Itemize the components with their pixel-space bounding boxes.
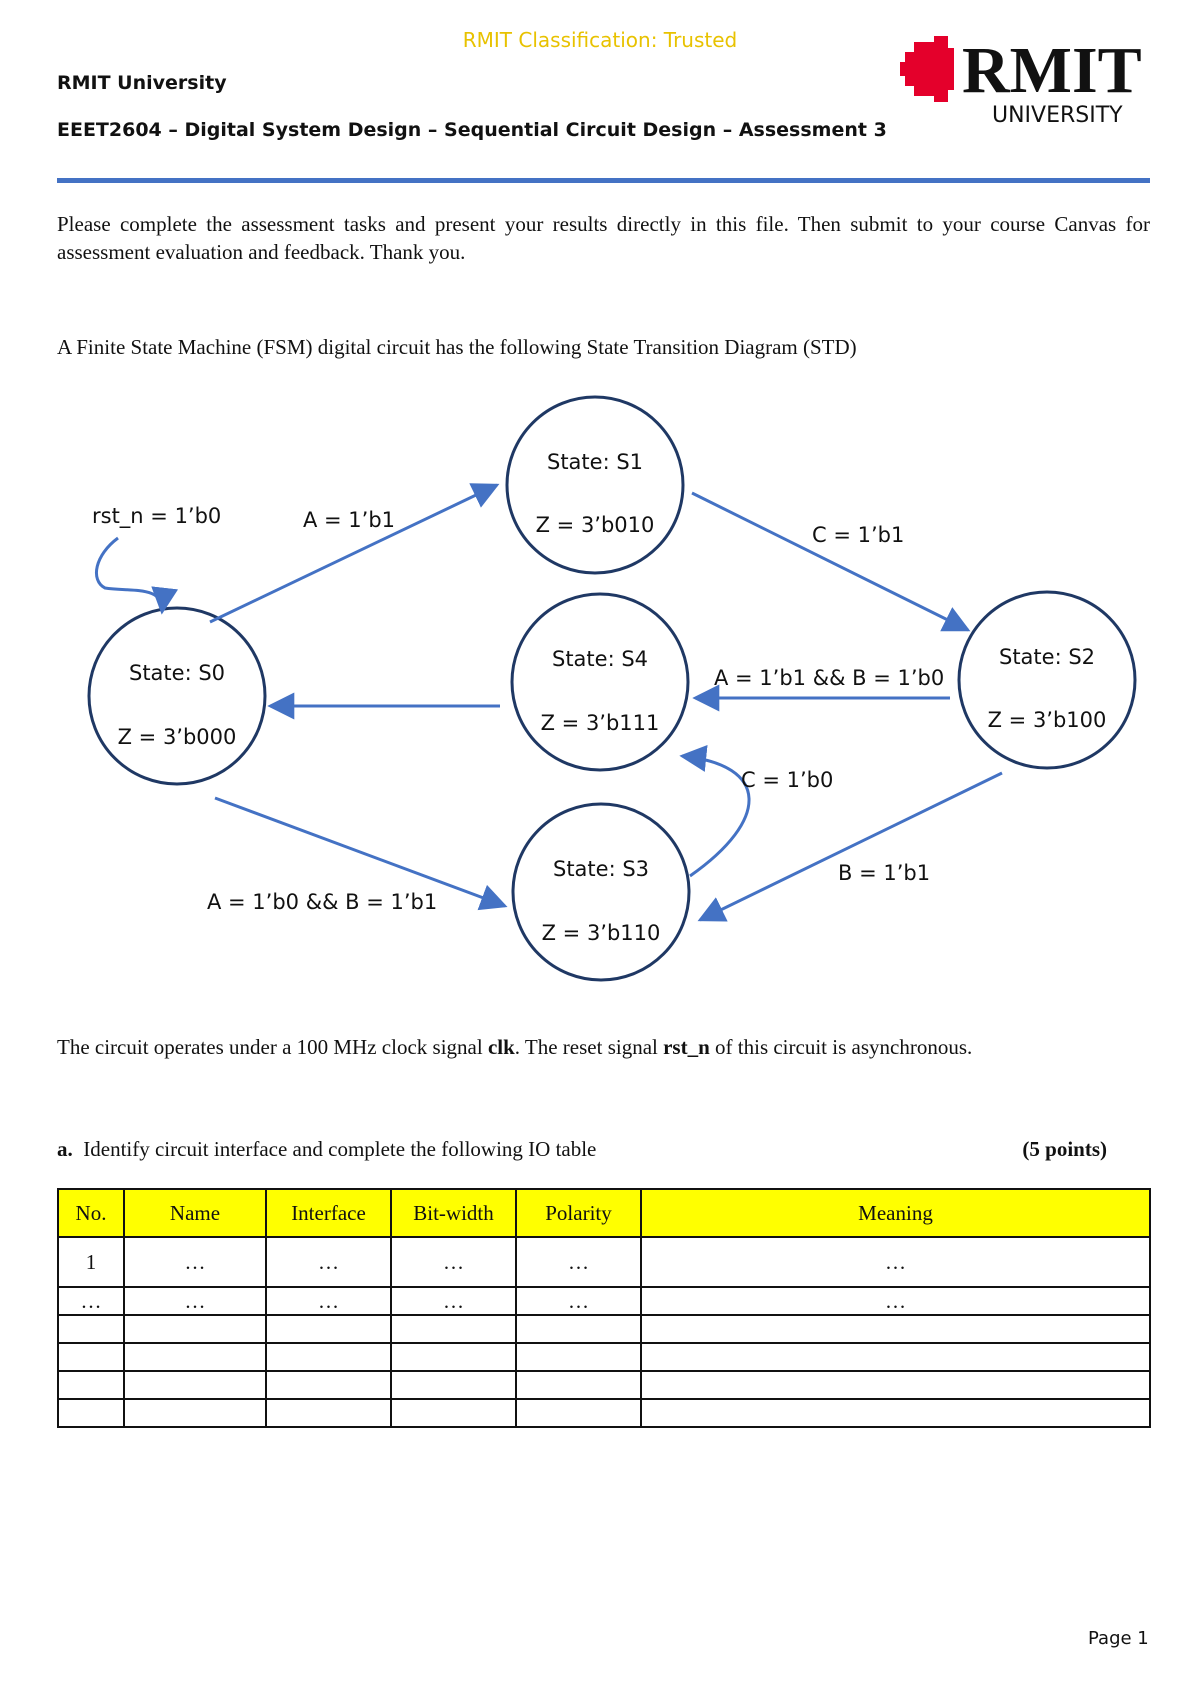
io-table-header-row [58, 1189, 1150, 1237]
table-row [58, 1237, 1150, 1287]
state-s4-name: State: S4 [551, 647, 649, 671]
intro-paragraph: Please complete the assessment tasks and present your results directly in this file. Then submit to your course Canvas for assessment evaluation and feedback. Thank you. [57, 212, 1150, 264]
col-header-bit-width: Bit-width [391, 1189, 516, 1237]
state-s0-output: Z = 3’b000 [117, 725, 237, 749]
table-cell[interactable] [58, 1343, 124, 1371]
table-cell[interactable]: … [266, 1237, 391, 1287]
arrow-s2-s3 [700, 773, 1002, 920]
rst-signal: rst_n [663, 1035, 710, 1059]
table-cell[interactable] [641, 1399, 1150, 1427]
table-cell[interactable] [266, 1315, 391, 1343]
state-s2-name: State: S2 [998, 645, 1096, 669]
operation-text-2: . The reset signal [514, 1035, 664, 1059]
arrow-s1-s2 [692, 493, 968, 630]
table-cell[interactable]: 1 [58, 1237, 124, 1287]
table-cell[interactable] [58, 1371, 124, 1399]
state-transition-diagram [0, 380, 1200, 1010]
table-cell[interactable] [391, 1399, 516, 1427]
label-s3-s4: C = 1’b0 [741, 768, 834, 792]
state-s3 [513, 804, 689, 980]
col-header-polarity: Polarity [516, 1189, 641, 1237]
state-s1 [507, 397, 683, 573]
state-s3-name: State: S3 [552, 857, 650, 881]
label-s0-s3: A = 1’b0 && B = 1’b1 [207, 890, 438, 914]
table-cell[interactable]: … [266, 1287, 391, 1315]
label-s2-s4: A = 1’b1 && B = 1’b0 [714, 666, 945, 690]
state-s1-output: Z = 3’b010 [535, 513, 655, 537]
arrow-s3-s4 [682, 756, 749, 876]
table-row [58, 1399, 1150, 1427]
table-cell[interactable] [266, 1343, 391, 1371]
classification-label: RMIT Classification: Trusted [462, 28, 738, 52]
logo-university-text: UNIVERSITY [992, 103, 1123, 128]
table-cell[interactable] [516, 1399, 641, 1427]
course-title: EEET2604 – Digital System Design – Sequential Circuit Design – Assessment 3 [57, 119, 887, 141]
label-s2-s3: B = 1’b1 [838, 861, 931, 885]
table-cell[interactable] [516, 1343, 641, 1371]
state-s4-output: Z = 3’b111 [540, 711, 660, 735]
table-cell[interactable]: … [516, 1237, 641, 1287]
table-cell[interactable] [124, 1371, 266, 1399]
page-number: Page 1 [1088, 1628, 1149, 1649]
table-row [58, 1343, 1150, 1371]
state-s0-name: State: S0 [128, 661, 226, 685]
header-rule [57, 178, 1150, 183]
col-header-name: Name [124, 1189, 266, 1237]
label-reset: rst_n = 1’b0 [92, 504, 222, 528]
table-cell[interactable]: … [641, 1237, 1150, 1287]
col-header-interface: Interface [266, 1189, 391, 1237]
operation-note [57, 1035, 972, 1060]
table-cell[interactable] [266, 1399, 391, 1427]
university-name: RMIT University [57, 72, 227, 94]
table-row [58, 1287, 1150, 1315]
table-cell[interactable]: … [516, 1287, 641, 1315]
table-row [58, 1315, 1150, 1343]
arrow-s0-s1 [210, 485, 497, 622]
rmit-pixel-mark-icon [900, 36, 954, 102]
table-cell[interactable] [641, 1371, 1150, 1399]
question-a-text: Identify circuit interface and complete the following IO table [83, 1137, 597, 1161]
col-header-no: No. [58, 1189, 124, 1237]
logo-rmit-text: RMIT [962, 34, 1142, 107]
io-table [57, 1188, 1151, 1428]
reset-arrow [96, 538, 162, 612]
clk-signal: clk [487, 1035, 515, 1059]
table-cell[interactable] [58, 1315, 124, 1343]
rmit-logo [900, 34, 1155, 130]
table-cell[interactable] [58, 1399, 124, 1427]
table-cell[interactable] [641, 1343, 1150, 1371]
table-cell[interactable]: … [641, 1287, 1150, 1315]
table-cell[interactable] [124, 1343, 266, 1371]
label-s1-s2: C = 1’b1 [812, 523, 905, 547]
table-cell[interactable] [391, 1315, 516, 1343]
operation-text-1: The circuit operates under a 100 MHz clock signal [57, 1035, 488, 1059]
state-s3-output: Z = 3’b110 [541, 921, 661, 945]
state-s2-output: Z = 3’b100 [987, 708, 1107, 732]
table-cell[interactable]: … [391, 1287, 516, 1315]
table-cell[interactable] [266, 1371, 391, 1399]
table-cell[interactable] [391, 1371, 516, 1399]
state-s4 [512, 594, 688, 770]
fsm-intro: A Finite State Machine (FSM) digital circuit has the following State Transition Diagram (STD) [57, 335, 857, 359]
question-a-letter: a. [57, 1137, 73, 1161]
question-a [57, 1137, 1107, 1162]
table-cell[interactable] [516, 1315, 641, 1343]
table-cell[interactable]: … [391, 1237, 516, 1287]
table-cell[interactable] [641, 1315, 1150, 1343]
table-cell[interactable] [124, 1315, 266, 1343]
table-cell[interactable]: … [124, 1287, 266, 1315]
operation-text-3: of this circuit is asynchronous. [709, 1035, 973, 1059]
table-cell[interactable]: … [58, 1287, 124, 1315]
table-cell[interactable] [391, 1343, 516, 1371]
state-s2 [959, 592, 1135, 768]
table-cell[interactable] [124, 1399, 266, 1427]
state-s0 [89, 608, 265, 784]
state-s1-name: State: S1 [546, 450, 644, 474]
col-header-meaning: Meaning [641, 1189, 1150, 1237]
table-cell[interactable]: … [124, 1237, 266, 1287]
table-row [58, 1371, 1150, 1399]
table-cell[interactable] [516, 1371, 641, 1399]
label-s0-s1: A = 1’b1 [303, 508, 396, 532]
question-a-points: (5 points) [1022, 1137, 1107, 1161]
